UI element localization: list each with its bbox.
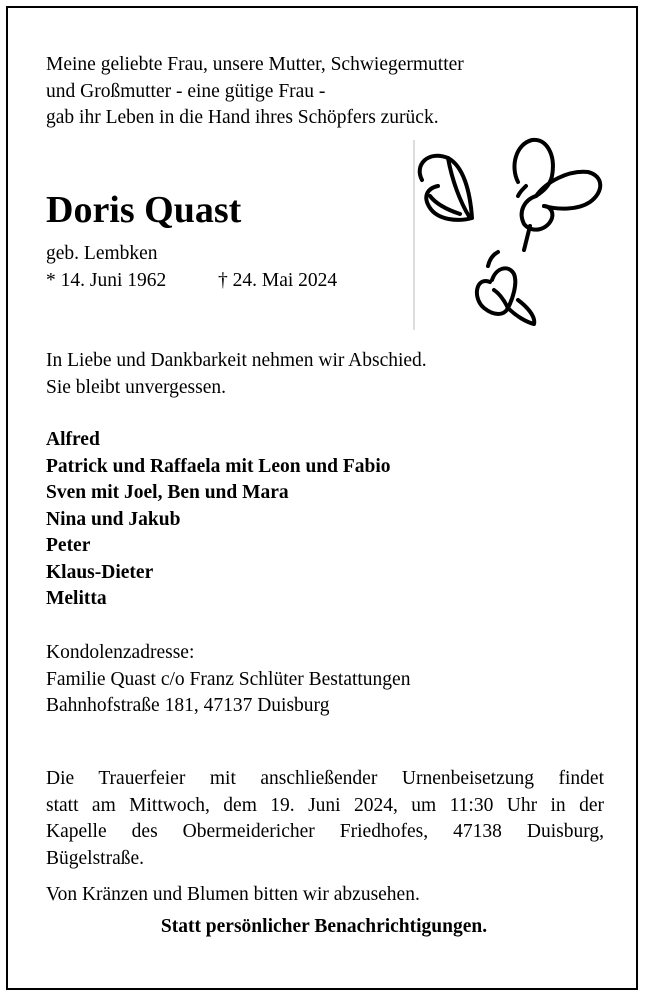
ceremony-line: Bügelstraße. bbox=[46, 847, 145, 869]
mourners-list bbox=[46, 427, 391, 613]
mourner-name: Sven mit Joel, Ben und Mara bbox=[46, 482, 289, 503]
ceremony-line: statt am Mittwoch, dem 19. Juni 2024, um 11:30 Uhr in der bbox=[46, 794, 604, 816]
mourner-name: Klaus-Dieter bbox=[46, 561, 154, 583]
birth-date: * 14. Juni 1962 bbox=[46, 269, 167, 291]
death-date: † 24. Mai 2024 bbox=[218, 269, 338, 291]
condolence-address bbox=[46, 640, 410, 720]
mourner-name: Alfred bbox=[46, 429, 100, 450]
mourner-name: Nina und Jakub bbox=[46, 508, 181, 530]
birth-name: geb. Lembken bbox=[46, 243, 158, 264]
ceremony-line: Kapelle des Obermeidericher Friedhofes, 47138 Duisburg, bbox=[46, 821, 604, 842]
mourner-name: Patrick und Raffaela mit Leon und Fabio bbox=[46, 455, 391, 477]
condolence-line: Bahnhofstraße 181, 47137 Duisburg bbox=[46, 695, 330, 716]
closing-note: Statt persönlicher Benachrichtigungen. bbox=[160, 916, 488, 937]
farewell-text bbox=[46, 348, 427, 401]
life-dates bbox=[46, 268, 337, 295]
mourner-name: Peter bbox=[46, 535, 91, 556]
intro-line: und Großmutter - eine gütige Frau - bbox=[46, 80, 326, 102]
ceremony-line: Die Trauerfeier mit anschließender Urnenbeisetzung findet bbox=[46, 768, 604, 789]
intro-verse bbox=[46, 52, 464, 132]
deceased-details bbox=[46, 241, 337, 294]
deceased-name: Doris Quast bbox=[46, 189, 242, 231]
condolence-line: Familie Quast c/o Franz Schlüter Bestattungen bbox=[46, 668, 411, 690]
intro-line: Meine geliebte Frau, unsere Mutter, Schwiegermutter bbox=[46, 54, 464, 75]
mourner-name: Melitta bbox=[46, 588, 107, 609]
ceremony-text bbox=[46, 766, 604, 872]
flowers-note: Von Kränzen und Blumen bitten wir abzusehen. bbox=[46, 884, 420, 905]
intro-line: gab ihr Leben in die Hand ihres Schöpfers zurück. bbox=[46, 107, 439, 128]
butterflies-icon bbox=[408, 130, 618, 340]
farewell-line: In Liebe und Dankbarkeit nehmen wir Abschied. bbox=[46, 350, 427, 371]
farewell-line: Sie bleibt unvergessen. bbox=[46, 376, 226, 398]
condolence-heading: Kondolenzadresse: bbox=[46, 642, 195, 663]
